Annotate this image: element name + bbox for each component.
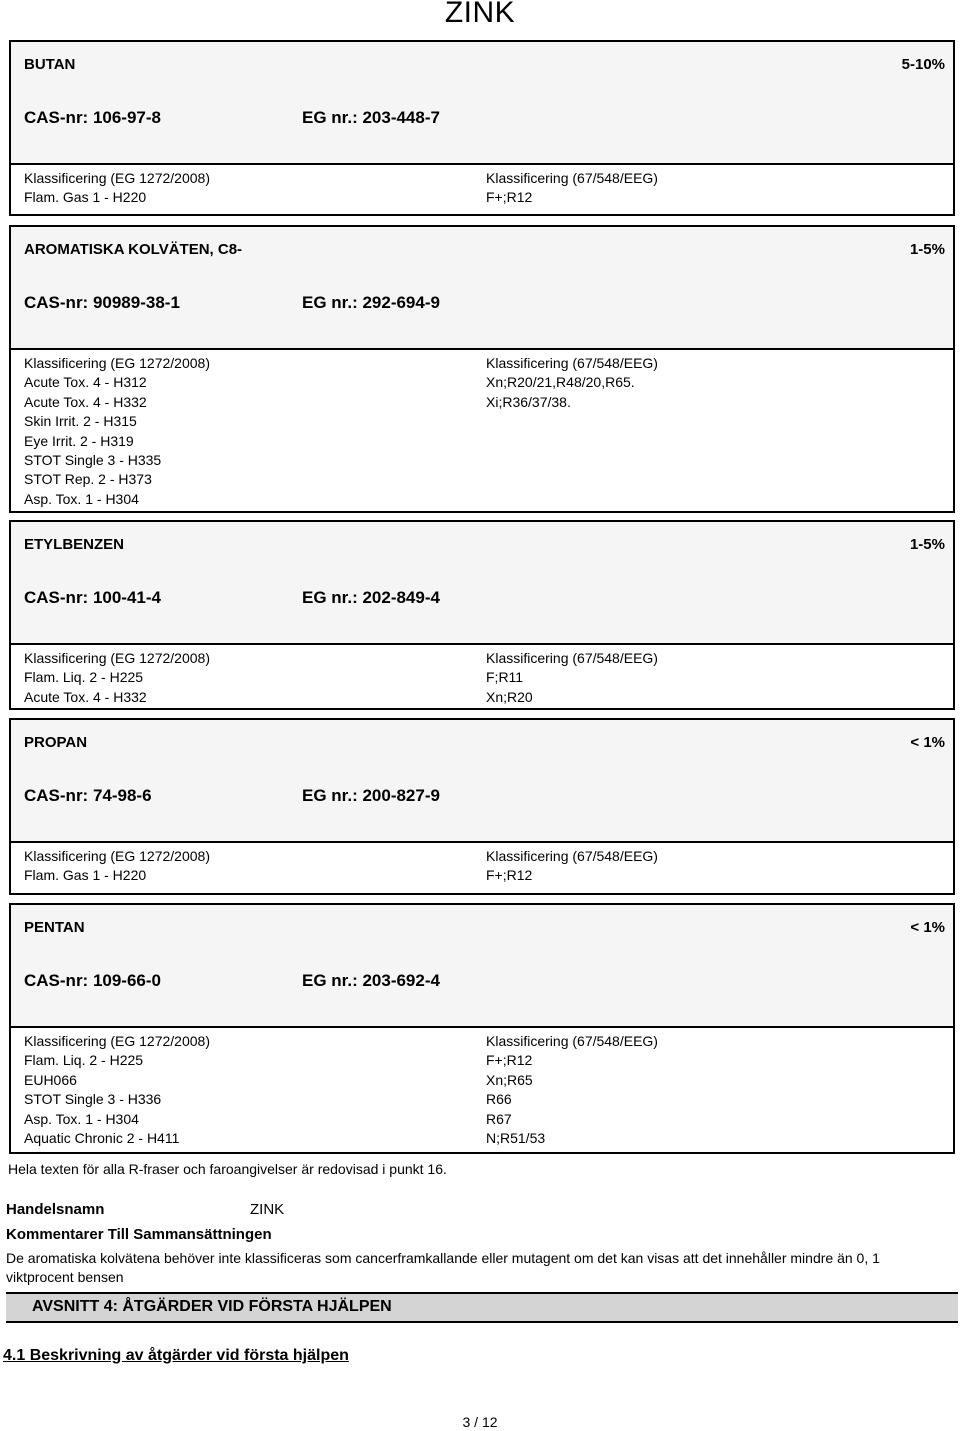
cas-number: CAS-nr: 109-66-0 [24, 971, 161, 990]
substance-percent: 1-5% [909, 241, 945, 258]
substance-name: PENTAN [24, 919, 85, 936]
clp-line: Flam. Gas 1 - H220 [24, 189, 147, 206]
clp-classification [24, 847, 210, 886]
subsection-4-1-title: 4.1 Beskrivning av åtgärder vid första hjälpen [3, 1347, 349, 1364]
clp-classification [24, 649, 210, 707]
dsd-classification [486, 1032, 658, 1148]
dsd-line: F;R11 [486, 669, 524, 686]
clp-line: Flam. Liq. 2 - H225 [24, 669, 144, 686]
classification-box [11, 348, 953, 511]
page-number: 3 / 12 [462, 1414, 498, 1430]
clp-line: Asp. Tox. 1 - H304 [24, 1110, 139, 1127]
substance-name: PROPAN [24, 734, 88, 751]
comments-heading: Kommentarer Till Sammansättningen [6, 1226, 272, 1243]
clp-line: Klassificering (EG 1272/2008) [24, 650, 210, 666]
clp-line: Skin Irrit. 2 - H315 [24, 413, 137, 430]
dsd-classification [486, 169, 658, 208]
substance-block-butan [9, 40, 955, 216]
dsd-line: Klassificering (67/548/EEG) [486, 355, 658, 371]
clp-line: Acute Tox. 4 - H332 [24, 393, 147, 410]
substance-header [11, 227, 953, 348]
clp-line: Asp. Tox. 1 - H304 [24, 490, 139, 507]
clp-line: EUH066 [24, 1071, 77, 1088]
cas-number: CAS-nr: 74-98-6 [24, 786, 152, 805]
dsd-line: N;R51/53 [486, 1130, 546, 1147]
cas-number: CAS-nr: 90989-38-1 [24, 293, 180, 312]
page-title: ZINK [444, 0, 516, 29]
dsd-line: Klassificering (67/548/EEG) [486, 650, 658, 666]
substance-block-aromatiska-kolvaten [9, 225, 955, 513]
eg-number: EG nr.: 203-448-7 [302, 108, 440, 127]
classification-box [11, 841, 953, 893]
substance-percent: 5-10% [901, 56, 945, 73]
clp-line: Acute Tox. 4 - H312 [24, 374, 147, 391]
dsd-line: Xi;R36/37/38. [486, 393, 571, 410]
cas-number: CAS-nr: 100-41-4 [24, 588, 161, 607]
clp-line: Klassificering (EG 1272/2008) [24, 355, 210, 371]
substance-header [11, 42, 953, 163]
clp-line: Flam. Liq. 2 - H225 [24, 1052, 144, 1069]
clp-classification [24, 169, 210, 208]
dsd-line: Xn;R20/21,R48/20,R65. [486, 374, 635, 391]
classification-box [11, 163, 953, 214]
dsd-line: Klassificering (67/548/EEG) [486, 170, 658, 186]
substance-block-etylbenzen [9, 520, 955, 710]
clp-line: Klassificering (EG 1272/2008) [24, 848, 210, 864]
section-4-header [6, 1292, 958, 1323]
clp-line: Eye Irrit. 2 - H319 [24, 432, 134, 449]
substance-block-propan [9, 718, 955, 895]
cas-number: CAS-nr: 106-97-8 [24, 108, 161, 127]
eg-number: EG nr.: 203-692-4 [302, 971, 440, 990]
dsd-line: R66 [486, 1091, 512, 1108]
r-phrases-note: Hela texten för alla R-fraser och faroangivelser är redovisad i punkt 16. [8, 1161, 447, 1177]
clp-line: Flam. Gas 1 - H220 [24, 867, 147, 884]
clp-classification [24, 354, 210, 509]
substance-percent: < 1% [910, 919, 945, 936]
classification-box [11, 1026, 953, 1152]
clp-line: Klassificering (EG 1272/2008) [24, 1033, 210, 1049]
trade-name-label: Handelsnamn [6, 1201, 105, 1218]
eg-number: EG nr.: 202-849-4 [302, 588, 440, 607]
classification-box [11, 643, 953, 708]
dsd-line: F+;R12 [486, 189, 533, 206]
dsd-line: Klassificering (67/548/EEG) [486, 848, 658, 864]
substance-header [11, 720, 953, 841]
clp-classification [24, 1032, 210, 1148]
dsd-line: F+;R12 [486, 867, 533, 884]
eg-number: EG nr.: 292-694-9 [302, 293, 440, 312]
clp-line: STOT Single 3 - H335 [24, 452, 162, 469]
dsd-line: F+;R12 [486, 1052, 533, 1069]
clp-line: STOT Single 3 - H336 [24, 1091, 162, 1108]
clp-line: Klassificering (EG 1272/2008) [24, 170, 210, 186]
clp-line: STOT Rep. 2 - H373 [24, 471, 152, 488]
eg-number: EG nr.: 200-827-9 [302, 786, 440, 805]
substance-name: BUTAN [24, 56, 76, 73]
substance-name: ETYLBENZEN [24, 536, 125, 553]
dsd-classification [486, 847, 658, 886]
comments-text: De aromatiska kolvätena behöver inte klassificeras som cancerframkallande eller mutagent om det kan visas att det innehåller mindre än 0, 1 viktprocent bensen [6, 1250, 880, 1285]
substance-header [11, 905, 953, 1026]
trade-name-value: ZINK [250, 1201, 285, 1218]
clp-line: Acute Tox. 4 - H332 [24, 688, 147, 705]
dsd-line: Xn;R20 [486, 688, 533, 705]
substance-name: AROMATISKA KOLVÄTEN, C8- [24, 241, 243, 258]
dsd-line: Klassificering (67/548/EEG) [486, 1033, 658, 1049]
dsd-line: Xn;R65 [486, 1071, 533, 1088]
dsd-classification [486, 649, 658, 707]
substance-block-pentan [9, 903, 955, 1154]
substance-percent: < 1% [910, 734, 945, 751]
substance-header [11, 522, 953, 643]
section-title: AVSNITT 4: ÅTGÄRDER VID FÖRSTA HJÄLPEN [32, 1298, 392, 1315]
clp-line: Aquatic Chronic 2 - H411 [24, 1130, 180, 1147]
substance-percent: 1-5% [909, 536, 945, 553]
dsd-line: R67 [486, 1110, 512, 1127]
dsd-classification [486, 354, 658, 412]
